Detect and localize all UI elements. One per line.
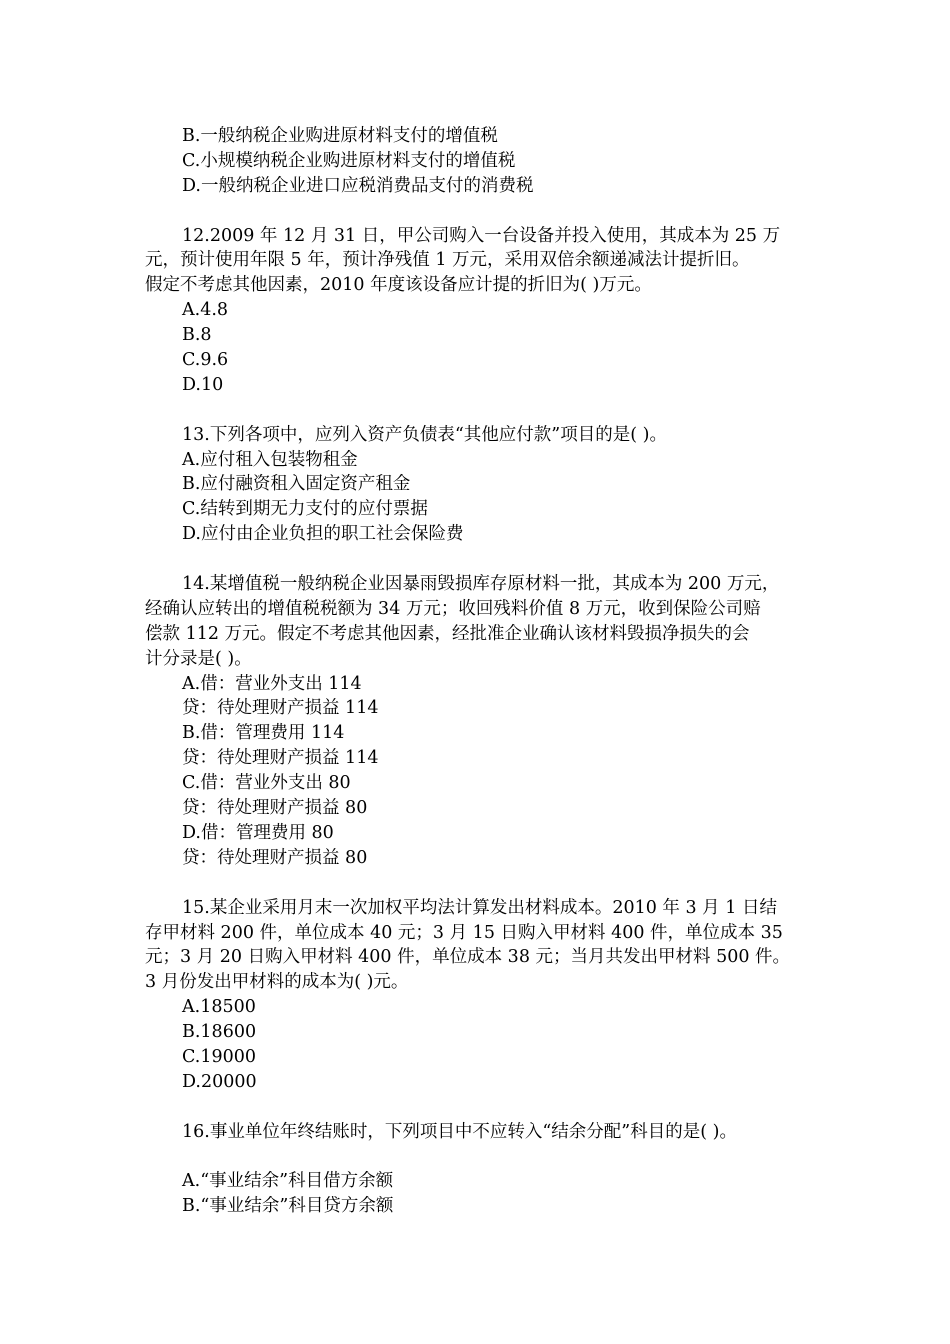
option-line: 贷：待处理财产损益 114 — [182, 748, 379, 769]
option-line: B.应付融资租入固定资产租金 — [182, 474, 411, 495]
option-line: D.借：管理费用 80 — [182, 822, 334, 843]
option-line: B.“事业结余”科目贷方余额 — [182, 1196, 394, 1217]
question-line: 经确认应转出的增值税税额为 34 万元；收回残料价值 8 万元，收到保险公司赔 — [145, 598, 761, 619]
option-line: C.借：营业外支出 80 — [182, 773, 351, 794]
option-line: C.9.6 — [182, 350, 229, 371]
spacer — [145, 1095, 810, 1120]
question-line: 偿款 112 万元。假定不考虑其他因素，经批准企业确认该材料毁损净损失的会 — [145, 623, 750, 644]
option-line: C.小规模纳税企业购进原材料支付的增值税 — [182, 150, 516, 171]
option-line: A.借：营业外支出 114 — [182, 673, 362, 694]
option-line: 贷：待处理财产损益 114 — [182, 698, 379, 719]
question-line: 元，预计使用年限 5 年，预计净残值 1 万元，采用双倍余额递减法计提折旧。 — [145, 250, 750, 271]
option-line: A.4.8 — [182, 300, 229, 321]
spacer — [145, 871, 810, 896]
option-line: B.一般纳税企业购进原材料支付的增值税 — [182, 126, 498, 146]
option-line: 贷：待处理财产损益 80 — [182, 798, 368, 819]
option-line: C.19000 — [182, 1046, 256, 1067]
question-line: 计分录是( )。 — [145, 648, 252, 669]
option-line: B.借：管理费用 114 — [182, 723, 345, 744]
spacer — [145, 1145, 810, 1170]
option-line: B.8 — [182, 325, 212, 346]
option-line: B.18600 — [182, 1022, 257, 1043]
option-line: A.应付租入包装物租金 — [182, 449, 358, 470]
question-line: 元；3 月 20 日购入甲材料 400 件，单位成本 38 元；当月共发出甲材料 500 件。 — [145, 947, 791, 968]
option-line: A.18500 — [182, 997, 256, 1018]
question-line: 存甲材料 200 件，单位成本 40 元；3 月 15 日购入甲材料 400 件，单位成本 35 — [145, 922, 783, 943]
question-line: 12.2009 年 12 月 31 日，甲公司购入一台设备并投入使用，其成本为 25 万 — [182, 225, 781, 246]
option-line: C.结转到期无力支付的应付票据 — [182, 499, 428, 520]
spacer — [145, 547, 810, 572]
question-line: 3 月份发出甲材料的成本为( )元。 — [145, 972, 409, 993]
document-body — [145, 124, 810, 1219]
option-line: A.“事业结余”科目借方余额 — [182, 1171, 394, 1192]
question-line: 13.下列各项中，应列入资产负债表“其他应付款”项目的是( )。 — [182, 424, 667, 445]
question-line: 15.某企业采用月末一次加权平均法计算发出材料成本。2010 年 3 月 1 日结 — [182, 897, 777, 918]
option-line: D.应付由企业负担的职工社会保险费 — [182, 524, 464, 545]
question-line: 假定不考虑其他因素，2010 年度该设备应计提的折旧为( )万元。 — [145, 275, 652, 296]
spacer — [145, 199, 810, 224]
spacer — [145, 398, 810, 423]
question-line: 16.事业单位年终结账时，下列项目中不应转入“结余分配”科目的是( )。 — [182, 1121, 737, 1142]
question-line: 14.某增值税一般纳税企业因暴雨毁损库存原材料一批，其成本为 200 万元， — [182, 574, 780, 595]
option-line: D.20000 — [182, 1071, 257, 1092]
option-line: 贷：待处理财产损益 80 — [182, 847, 368, 868]
option-line: D.一般纳税企业进口应税消费品支付的消费税 — [182, 175, 534, 196]
option-line: D.10 — [182, 374, 224, 395]
